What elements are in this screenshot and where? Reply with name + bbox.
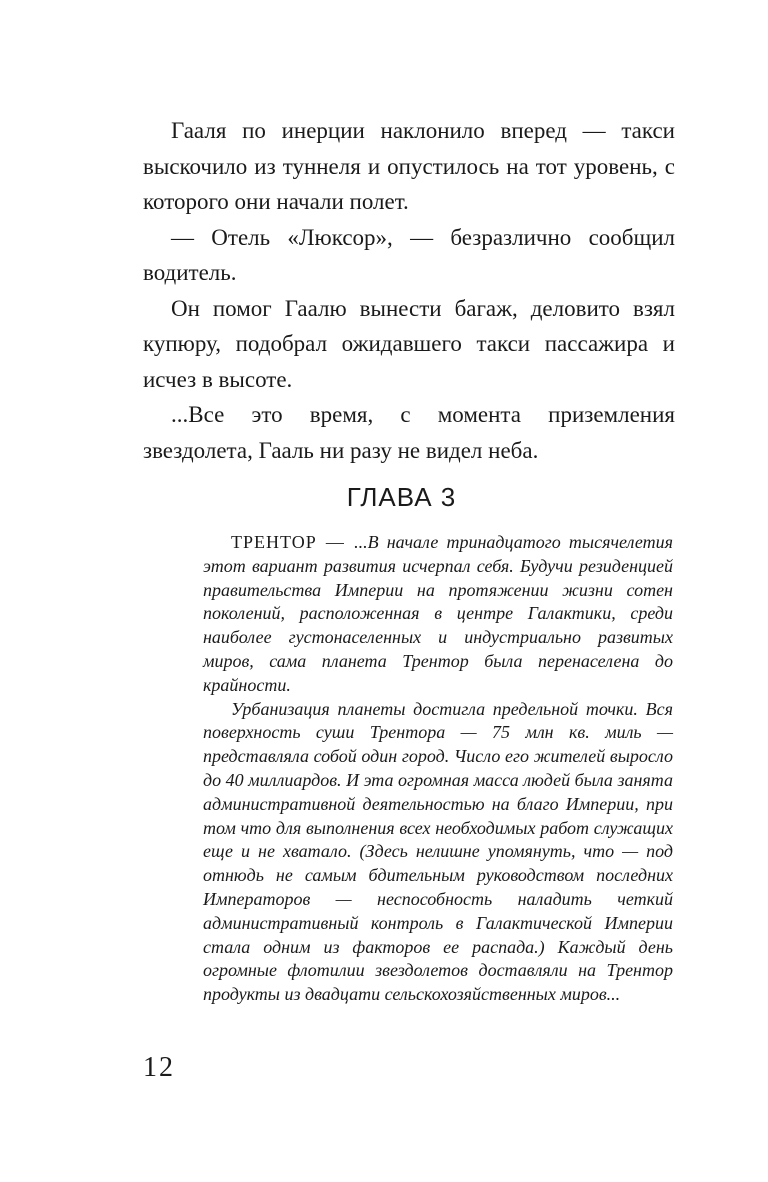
epigraph-paragraph: Урбанизация планеты достигла предельной точки. Вся поверхность суши Трентора — 75 млн кв. миль — представляла собой один город. Число его жителей выросло до 40 миллиардов. И эта огромная масса людей была занята административной деятельностью на благо Империи, при том что для выполнения всех необходимых работ служащих еще и не хватало. (Здесь нелишне упомянуть, что — под отнюдь не самым бдительным руководством последних Императоров — неспособность наладить четкий административный контроль в Галактической Империи стала одним из факторов ее распада.) Каждый день огромные флотилии звездолетов доставляли на Трентор продукты из двадцати сельскохозяйственных миров... bbox=[203, 698, 673, 1005]
epigraph-entry-word: ТРЕНТОР — bbox=[231, 532, 355, 552]
body-paragraph: ...Все это время, с момента приземления звездолета, Гааль ни разу не видел неба. bbox=[143, 402, 675, 463]
body-paragraph: — Отель «Люксор», — безразлично сообщил водитель. bbox=[143, 224, 675, 285]
epigraph-first-text: ...В начале тринадцатого тысячелетия этот вариант развития исчерпал себя. Будучи резиденцией правительства Империи на протяжении жизни сотен поколений, расположенная в центре Галактики, среди наиболее густонаселенных и индустриально развитых миров, сама планета Трентор была перенаселена до крайности. bbox=[203, 532, 673, 695]
body-paragraph: Гааля по инерции наклонило вперед — такси выскочило из туннеля и опустилось на тот уровень, с которого они начали полет. bbox=[143, 118, 675, 214]
epigraph-paragraph bbox=[203, 531, 673, 698]
chapter-title: ГЛАВА 3 bbox=[346, 482, 457, 512]
body-text bbox=[143, 113, 675, 468]
page-number: 12 bbox=[143, 1052, 175, 1083]
encyclopedia-epigraph bbox=[203, 531, 673, 1007]
body-paragraph: Он помог Гаалю вынести багаж, деловито взял купюру, подобрал ожидавшего такси пассажира и исчез в высоте. bbox=[143, 295, 675, 392]
